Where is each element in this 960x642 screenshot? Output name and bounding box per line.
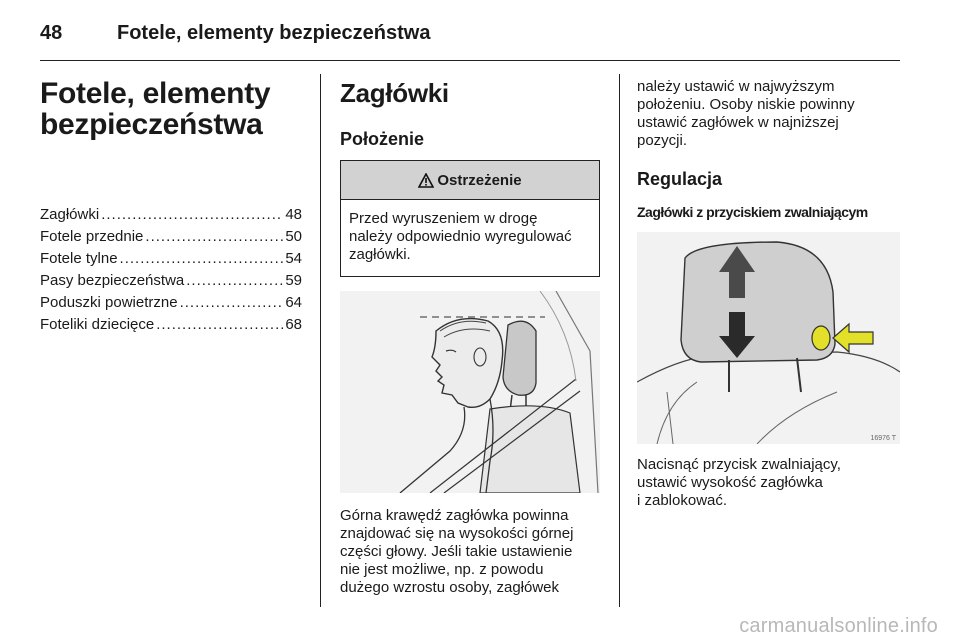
chapter-title-line1: Fotele, elementy <box>40 77 271 110</box>
toc-leader <box>145 226 283 248</box>
toc-leader <box>120 248 284 270</box>
headrest-release-figure <box>637 232 900 444</box>
toc-entry[interactable] <box>40 270 302 292</box>
position-text <box>340 507 600 597</box>
section-title: Zagłówki <box>340 78 449 108</box>
toc-leader <box>180 292 284 314</box>
chapter-title-line2: bezpieczeństwa <box>40 108 263 141</box>
column-divider-2 <box>619 74 620 607</box>
text-line: pozycji. <box>637 132 688 149</box>
toc-page: 59 <box>285 272 302 289</box>
text-line: należy ustawić w najwyższym <box>637 78 835 95</box>
adjustment-column <box>637 78 900 510</box>
warning-title: Ostrzeżenie <box>437 171 522 189</box>
instruction-text <box>637 456 900 510</box>
watermark: carmanualsonline.info <box>739 615 938 637</box>
toc-label: Fotele tylne <box>40 250 118 267</box>
toc-entry[interactable] <box>40 204 302 226</box>
toc-leader <box>156 314 283 336</box>
toc-leader <box>186 270 283 292</box>
header-rule <box>40 60 900 61</box>
warning-triangle-icon <box>418 173 434 188</box>
text-line: Górna krawędź zagłówka powinna <box>340 507 569 524</box>
toc-label: Foteliki dziecięce <box>40 316 155 333</box>
toc-label: Poduszki powietrzne <box>40 294 178 311</box>
toc-page: 48 <box>285 206 302 223</box>
driver-headrest-illustration-icon <box>340 291 600 493</box>
toc-entry[interactable] <box>40 314 302 336</box>
page-header <box>40 16 900 56</box>
subtitle-position: Położenie <box>340 129 425 149</box>
text-line: ustawić zagłówek w najniższej <box>637 114 839 131</box>
text-line: położeniu. Osoby niskie powinny <box>637 96 855 113</box>
text-line: dużego wzrostu osoby, zagłówek <box>340 579 560 596</box>
running-title: Fotele, elementy bezpieczeństwa <box>117 22 431 44</box>
text-line: znajdować się na wysokości górnej <box>340 525 574 542</box>
toc-label: Fotele przednie <box>40 228 144 245</box>
release-button-title: Zagłówki z przyciskiem zwalniającym <box>637 204 868 220</box>
toc-label: Pasy bezpieczeństwa <box>40 272 185 289</box>
toc-entry[interactable] <box>40 292 302 314</box>
toc-entry[interactable] <box>40 248 302 270</box>
toc-label: Zagłówki <box>40 206 100 223</box>
toc-page: 68 <box>285 316 302 333</box>
continued-text <box>637 78 900 150</box>
warning-line: należy odpowiednio wyregulować <box>349 228 572 245</box>
adjust-title: Regulacja <box>637 169 723 189</box>
headrest-release-button-illustration-icon <box>637 232 900 444</box>
text-line: i zablokować. <box>637 492 728 509</box>
toc-page: 54 <box>285 250 302 267</box>
chapter-title <box>40 78 302 140</box>
toc-entry[interactable] <box>40 226 302 248</box>
warning-text <box>341 200 599 276</box>
text-line: Nacisnąć przycisk zwalniający, <box>637 456 841 473</box>
table-of-contents <box>40 204 302 336</box>
text-line: ustawić wysokość zagłówka <box>637 474 823 491</box>
figure-code: 16976 T <box>870 435 896 442</box>
warning-header <box>341 161 599 200</box>
section-column <box>340 78 600 597</box>
driver-headrest-figure <box>340 291 600 493</box>
chapter-column <box>40 78 302 336</box>
toc-page: 50 <box>285 228 302 245</box>
page-number: 48 <box>40 22 63 44</box>
warning-box <box>340 160 600 277</box>
text-line: nie jest możliwe, np. z powodu <box>340 561 544 578</box>
warning-line: zagłówki. <box>349 246 411 263</box>
warning-line: Przed wyruszeniem w drogę <box>349 210 538 227</box>
toc-page: 64 <box>285 294 302 311</box>
column-divider-1 <box>320 74 321 607</box>
text-line: części głowy. Jeśli takie ustawienie <box>340 543 573 560</box>
toc-leader <box>101 204 283 226</box>
